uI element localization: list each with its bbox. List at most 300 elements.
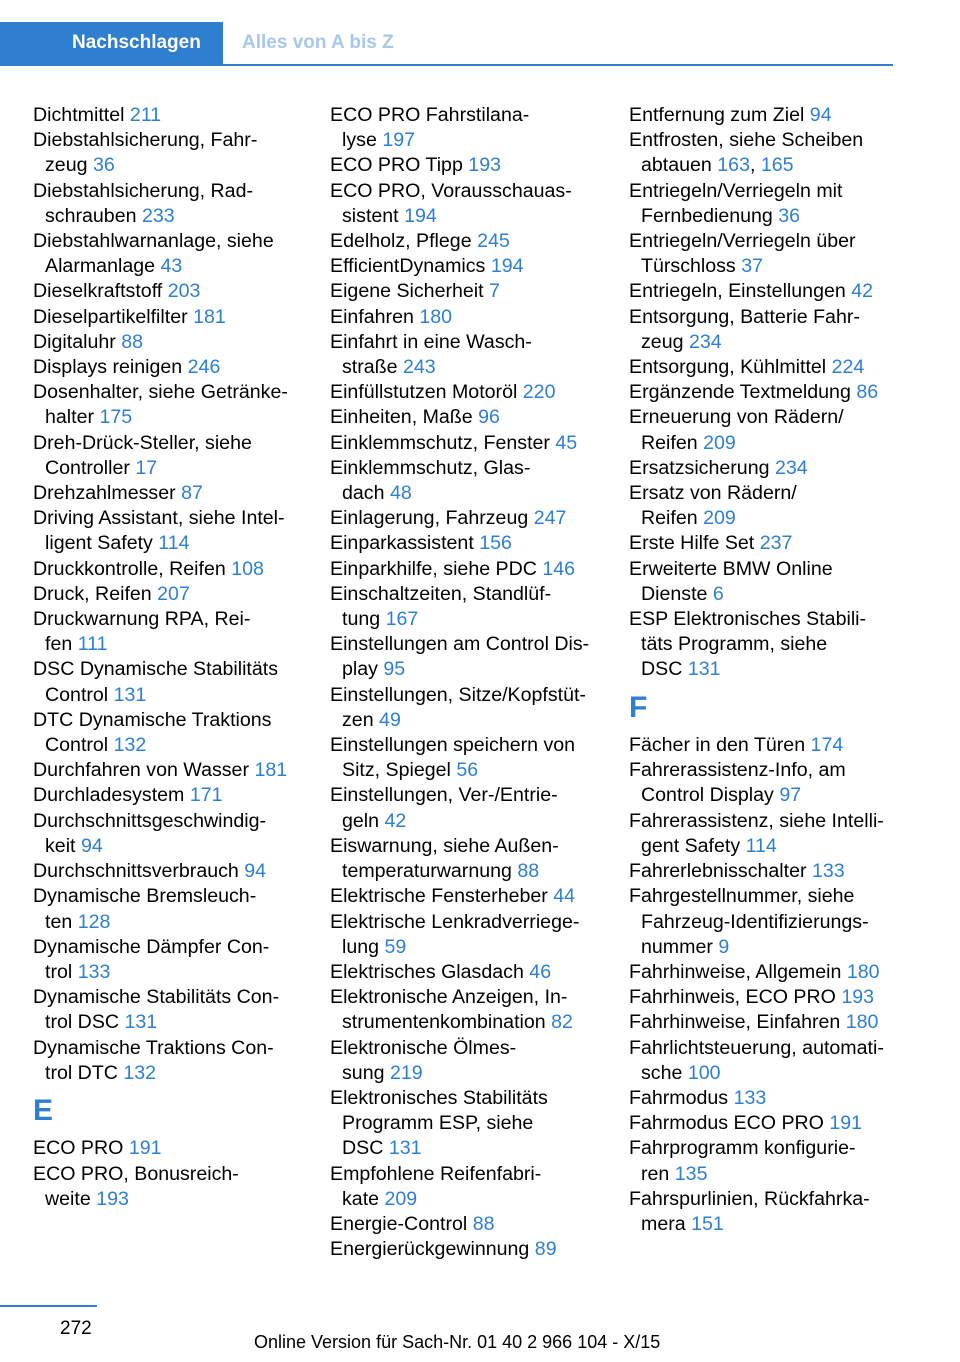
entry-text: Dynamische Bremsleuch- <box>33 885 257 908</box>
footer-rule <box>0 1305 97 1307</box>
index-entry <box>330 1212 598 1237</box>
page-reference-link[interactable]: 171 <box>189 784 223 807</box>
page-reference-link[interactable]: 6 <box>712 582 724 605</box>
entry-text: gent Safety <box>641 834 741 857</box>
entry-text: Druckkontrolle, Reifen <box>33 557 226 580</box>
page-reference-link[interactable]: 132 <box>123 1061 157 1084</box>
index-entry <box>33 305 295 330</box>
page-reference-link[interactable]: 87 <box>181 482 203 505</box>
entry-text: Empfohlene Reifenfabri- <box>330 1162 542 1185</box>
index-entry <box>629 1086 899 1111</box>
index-entry <box>629 809 899 859</box>
entry-text: Einparkassistent <box>330 532 474 555</box>
entry-text: Erste Hilfe Set <box>629 532 755 555</box>
index-entry <box>330 279 598 304</box>
entry-text: kate <box>342 1187 380 1210</box>
entry-text: Drehzahlmesser <box>33 482 176 505</box>
entry-text: sistent <box>342 204 399 227</box>
entry-text: Elektronisches Stabilitäts <box>330 1086 548 1109</box>
index-entry <box>330 456 598 506</box>
entry-text: Einparkhilfe, siehe PDC <box>330 557 537 580</box>
entry-text: Fächer in den Türen <box>629 734 806 757</box>
index-entry <box>330 405 598 430</box>
entry-text: Einschaltzeiten, Standlüf- <box>330 582 552 605</box>
index-entry <box>330 1086 598 1162</box>
entry-text: lyse <box>342 129 377 152</box>
page-reference-link[interactable]: 49 <box>379 708 401 731</box>
page-reference-link[interactable]: 209 <box>384 1187 418 1210</box>
page-reference-link[interactable]: 97 <box>779 784 802 807</box>
page-reference-link[interactable]: 128 <box>77 910 111 933</box>
entry-text: temperaturwarnung <box>342 860 512 883</box>
page-reference-link[interactable]: 94 <box>809 104 832 126</box>
index-entry <box>330 531 598 556</box>
entry-text: Control <box>45 734 109 757</box>
index-column-1 <box>33 103 295 1212</box>
entry-text: Türschloss <box>641 255 736 278</box>
page-reference-link[interactable]: 163 <box>717 154 750 177</box>
page-reference-link[interactable]: 59 <box>384 935 407 958</box>
entry-text: sche <box>641 1061 683 1084</box>
entry-text: Fernbedienung <box>641 204 773 227</box>
entry-text: täts Programm, siehe <box>641 633 828 656</box>
entry-text: ESP Elektronisches Stabili- <box>629 608 867 631</box>
page-reference-link[interactable]: 131 <box>124 1011 158 1034</box>
index-entry <box>330 783 598 833</box>
page-reference-link[interactable]: 46 <box>529 960 552 983</box>
entry-text: sung <box>342 1061 385 1084</box>
index-entry <box>629 103 899 128</box>
entry-text: Fahrgestellnummer, siehe <box>629 885 855 908</box>
index-entry <box>33 783 295 808</box>
section-letter: E <box>33 1093 54 1127</box>
entry-text: Fahrzeug-Identifizierungs- <box>641 910 869 933</box>
index-entry <box>330 506 598 531</box>
tab-nachschlagen-label: Nachschlagen <box>72 32 201 53</box>
page-reference-link[interactable]: 96 <box>478 406 500 429</box>
index-entry <box>330 254 598 279</box>
entry-text: Erneuerung von Rädern/ <box>629 406 844 429</box>
index-entry <box>330 884 598 909</box>
index-entry <box>33 557 295 582</box>
entry-text: Durchschnittsgeschwindig- <box>33 809 267 832</box>
page-reference-link[interactable]: 44 <box>553 885 576 908</box>
index-entry <box>33 330 295 355</box>
index-entry <box>629 985 899 1010</box>
page-reference-link[interactable]: 191 <box>128 1137 162 1160</box>
page-reference-link[interactable]: 224 <box>831 356 865 379</box>
page-reference-link[interactable]: 246 <box>187 356 221 379</box>
index-entry <box>629 1136 899 1186</box>
entry-text: Druck, Reifen <box>33 582 152 605</box>
index-entry <box>629 405 899 455</box>
entry-text: Dieselkraftstoff <box>33 280 163 303</box>
entry-text: weite <box>45 1187 91 1210</box>
index-column-3 <box>629 103 899 1237</box>
entry-text: Dienste <box>641 582 708 605</box>
page-reference-link[interactable]: 36 <box>92 154 115 177</box>
index-entry <box>33 708 295 758</box>
index-entry <box>330 960 598 985</box>
index-entry <box>629 380 899 405</box>
entry-text: lung <box>342 935 380 958</box>
index-entry <box>629 305 899 355</box>
entry-text: ECO PRO Fahrstilana- <box>330 104 530 126</box>
entry-text: abtauen <box>641 154 712 177</box>
entry-text: ligent Safety <box>45 532 153 555</box>
entry-text: Dynamische Stabilitäts Con- <box>33 986 280 1009</box>
page-reference-link[interactable]: 133 <box>77 960 111 983</box>
page-reference-link[interactable]: 94 <box>80 834 103 857</box>
entry-text: nummer <box>641 935 713 958</box>
entry-text: Entriegeln, Einstellungen <box>629 280 846 303</box>
page-reference-link[interactable]: 9 <box>718 935 730 958</box>
index-entry <box>330 330 598 380</box>
entry-text: ECO PRO <box>33 1137 124 1160</box>
page-reference-link[interactable]: 108 <box>231 557 264 580</box>
entry-text: Fahrlichtsteuerung, automati- <box>629 1036 884 1059</box>
entry-text: halter <box>45 406 95 429</box>
entry-text: Edelholz, Pflege <box>330 230 472 253</box>
entry-text: Fahrerlebnisschalter <box>629 860 807 883</box>
page-reference-link[interactable]: 89 <box>534 1238 557 1261</box>
page-reference-link[interactable]: 86 <box>856 381 879 404</box>
index-entry <box>629 733 899 758</box>
index-entry <box>33 582 295 607</box>
page-reference-link[interactable]: 180 <box>846 960 880 983</box>
section-letter: F <box>629 690 648 724</box>
entry-text: Fahrerassistenz-Info, am <box>629 759 846 782</box>
index-entry <box>33 809 295 859</box>
page-reference-link[interactable]: 133 <box>733 1086 767 1109</box>
entry-text: DTC Dynamische Traktions <box>33 708 272 731</box>
entry-text: Control <box>45 683 109 706</box>
page-reference-link[interactable]: 131 <box>388 1137 422 1160</box>
entry-text: Dieselpartikelfilter <box>33 305 188 328</box>
page-reference-link[interactable]: 181 <box>193 305 226 328</box>
entry-text: Diebstahlsicherung, Fahr- <box>33 129 258 152</box>
entry-text: Elektrische Lenkradverriege- <box>330 910 580 933</box>
entry-text: geln <box>342 809 380 832</box>
page-reference-link[interactable]: 209 <box>703 507 736 530</box>
entry-text: Eigene Sicherheit <box>330 280 484 303</box>
index-column-2 <box>330 103 598 1262</box>
entry-text: Control Display <box>641 784 774 807</box>
index-entry <box>330 229 598 254</box>
entry-text: Fahrerassistenz, siehe Intelli- <box>629 809 884 832</box>
entry-text: Entsorgung, Batterie Fahr- <box>629 305 860 328</box>
entry-text: zeug <box>45 154 88 177</box>
index-entry <box>33 935 295 985</box>
entry-text: Druckwarnung RPA, Rei- <box>33 608 251 631</box>
page-reference-link[interactable]: 45 <box>555 431 578 454</box>
page-reference-link[interactable]: 114 <box>158 532 190 555</box>
entry-text: Entfernung zum Ziel <box>629 104 805 126</box>
page-reference-link[interactable]: 191 <box>829 1112 863 1135</box>
page-reference-link[interactable]: 233 <box>141 204 175 227</box>
page-reference-link[interactable]: 43 <box>160 255 183 278</box>
index-entry <box>330 1162 598 1212</box>
page-number: 272 <box>60 1318 92 1339</box>
page-reference-link[interactable]: 82 <box>551 1011 573 1034</box>
entry-text: ren <box>641 1162 670 1185</box>
index-entry <box>629 1187 899 1237</box>
index-entry <box>33 103 295 128</box>
page-reference-link[interactable]: 247 <box>533 507 567 530</box>
entry-text: Diebstahlsicherung, Rad- <box>33 179 253 202</box>
index-entry <box>33 481 295 506</box>
page-reference-link[interactable]: 194 <box>490 255 524 278</box>
entry-text: Einfahrt in eine Wasch- <box>330 330 532 353</box>
page-reference-link[interactable]: 234 <box>774 456 808 479</box>
index-entry <box>629 557 899 607</box>
entry-text: Einstellungen, Sitze/Kopfstüt- <box>330 683 586 706</box>
index-entry <box>33 128 295 178</box>
entry-text: dach <box>342 482 385 505</box>
page-reference-link[interactable]: 180 <box>845 1011 879 1034</box>
entry-text: tung <box>342 608 381 631</box>
entry-text: Fahrspurlinien, Rückfahrka- <box>629 1187 870 1210</box>
page-reference-link[interactable]: 193 <box>841 986 875 1009</box>
page-reference-link[interactable]: 146 <box>542 557 576 580</box>
page-reference-link[interactable]: 36 <box>778 204 801 227</box>
entry-text: fen <box>45 633 73 656</box>
index-entry <box>33 884 295 934</box>
entry-text: Durchschnittsverbrauch <box>33 860 239 883</box>
entry-text: ECO PRO, Vorausschauas- <box>330 179 572 202</box>
page-reference-link[interactable]: 181 <box>254 759 288 782</box>
entry-text: Einklemmschutz, Glas- <box>330 456 531 479</box>
page-reference-link[interactable]: 193 <box>96 1187 129 1210</box>
page-reference-link[interactable]: 237 <box>759 532 793 555</box>
tab-alles-von-a-bis-z[interactable]: Alles von A bis Z <box>242 32 394 53</box>
page-reference-link[interactable]: 37 <box>741 255 763 278</box>
entry-text: Einklemmschutz, Fenster <box>330 431 550 454</box>
entry-text: trol DSC <box>45 1011 120 1034</box>
entry-text: Entsorgung, Kühlmittel <box>629 356 827 379</box>
index-entry <box>33 1162 295 1212</box>
entry-text: Elektrisches Glasdach <box>330 960 524 983</box>
page-reference-link[interactable]: 7 <box>489 280 500 303</box>
entry-text: Elektronische Ölmes- <box>330 1036 517 1059</box>
entry-text: keit <box>45 834 76 857</box>
entry-text: mera <box>641 1212 686 1235</box>
page-reference-link[interactable]: 209 <box>703 431 736 454</box>
page-header <box>0 22 893 66</box>
entry-text: Elektronische Anzeigen, In- <box>330 986 568 1009</box>
entry-text: trol <box>45 960 73 983</box>
index-entry <box>33 229 295 279</box>
page-reference-link[interactable]: 131 <box>687 658 721 681</box>
index-entry <box>629 758 899 808</box>
index-entry <box>330 179 598 229</box>
page-reference-link[interactable]: 131 <box>113 683 147 706</box>
entry-text: Fahrprogramm konfigurie- <box>629 1137 856 1160</box>
entry-text: Programm ESP, siehe <box>342 1112 534 1135</box>
page-reference-link[interactable]: 194 <box>404 204 437 227</box>
entry-text: straße <box>342 356 398 379</box>
entry-text: Digitaluhr <box>33 330 116 353</box>
entry-text: Entriegeln/Verriegeln über <box>629 230 856 253</box>
index-entry <box>629 279 899 304</box>
page-reference-link[interactable]: 156 <box>479 532 512 555</box>
entry-text: trol DTC <box>45 1061 118 1084</box>
page-reference-link[interactable]: 219 <box>389 1061 423 1084</box>
entry-text: Controller <box>45 456 130 479</box>
index-entry <box>33 1036 295 1086</box>
entry-text: Diebstahlwarnanlage, siehe <box>33 230 274 253</box>
index-entry <box>629 456 899 481</box>
page-reference-link[interactable]: 193 <box>468 154 501 177</box>
index-entry <box>330 733 598 783</box>
index-entry <box>330 380 598 405</box>
index-entry <box>33 279 295 304</box>
entry-text: Einstellungen speichern von <box>330 734 576 757</box>
index-entry <box>330 305 598 330</box>
entry-text: Energie-Control <box>330 1212 468 1235</box>
entry-text: schrauben <box>45 204 137 227</box>
page-reference-link[interactable]: 211 <box>129 104 162 126</box>
page-reference-link[interactable]: 88 <box>517 860 540 883</box>
page-reference-link[interactable]: 56 <box>456 759 479 782</box>
index-entry <box>330 582 598 632</box>
index-entry <box>629 179 899 229</box>
entry-text: ten <box>45 910 73 933</box>
index-entry <box>33 859 295 884</box>
page-reference-link[interactable]: 114 <box>745 834 777 857</box>
page-reference-link[interactable]: 174 <box>810 734 844 757</box>
entry-text: Einstellungen, Ver-/Entrie- <box>330 784 558 807</box>
index-entry <box>629 884 899 960</box>
index-entry <box>33 607 295 657</box>
index-entry <box>33 985 295 1035</box>
entry-text: zeug <box>641 330 684 353</box>
entry-text: Einheiten, Maße <box>330 406 473 429</box>
entry-text: Reifen <box>641 507 698 530</box>
entry-text: ECO PRO, Bonusreich- <box>33 1162 239 1185</box>
entry-text: Entfrosten, siehe Scheiben <box>629 129 864 152</box>
index-entry <box>629 355 899 380</box>
index-entry <box>330 1036 598 1086</box>
entry-text: DSC Dynamische Stabilitäts <box>33 658 279 681</box>
index-entry <box>629 229 899 279</box>
page-reference-link[interactable]: 180 <box>419 305 453 328</box>
index-entry <box>330 683 598 733</box>
page-reference-link[interactable]: 165 <box>760 154 794 177</box>
entry-text: Eiswarnung, siehe Außen- <box>330 834 559 857</box>
page-reference-link[interactable]: 111 <box>77 633 108 656</box>
index-entry <box>629 531 899 556</box>
index-entry <box>330 632 598 682</box>
index-entry <box>330 153 598 178</box>
entry-text: Fahrhinweise, Allgemein <box>629 960 842 983</box>
entry-text: EfficientDynamics <box>330 255 486 278</box>
page-reference-link[interactable]: 88 <box>472 1212 495 1235</box>
page-reference-link[interactable]: 207 <box>157 582 190 605</box>
page-reference-link[interactable]: 197 <box>382 129 416 152</box>
page-reference-link[interactable]: 42 <box>851 280 874 303</box>
entry-text: Dynamische Dämpfer Con- <box>33 935 270 958</box>
entry-text: Durchfahren von Wasser <box>33 759 249 782</box>
entry-text: strumentenkombination <box>342 1011 546 1034</box>
entry-text: Fahrmodus ECO PRO <box>629 1112 824 1135</box>
entry-text: Durchladesystem <box>33 784 185 807</box>
index-entry: Entfrosten, siehe Scheiben abtauen 163, 165 <box>629 129 864 177</box>
page-reference-link[interactable]: 100 <box>687 1061 721 1084</box>
page-reference-link[interactable]: 133 <box>811 860 845 883</box>
page-reference-link[interactable]: 94 <box>244 860 267 883</box>
page-reference-link[interactable]: 167 <box>385 608 419 631</box>
page-reference-link[interactable]: 48 <box>389 482 412 505</box>
entry-text: Dosenhalter, siehe Getränke- <box>33 381 288 404</box>
index-entry <box>330 985 598 1035</box>
index-entry <box>330 103 598 153</box>
entry-text: Displays reinigen <box>33 356 183 379</box>
index-entry <box>33 431 295 481</box>
entry-text: Entriegeln/Verriegeln mit <box>629 179 843 202</box>
page-reference-link[interactable]: 234 <box>688 330 722 353</box>
index-entry <box>330 557 598 582</box>
entry-text: zen <box>342 708 374 731</box>
page-reference-link[interactable]: 17 <box>135 456 158 479</box>
entry-text: Fahrhinweis, ECO PRO <box>629 986 836 1009</box>
entry-text: Dynamische Traktions Con- <box>33 1036 274 1059</box>
index-entry <box>629 1036 899 1086</box>
entry-text: Einstellungen am Control Dis- <box>330 633 590 656</box>
page-reference-link[interactable]: 175 <box>99 406 133 429</box>
entry-text: DSC <box>342 1137 384 1160</box>
page-reference-link[interactable]: 245 <box>477 230 510 253</box>
index-entry <box>330 431 598 456</box>
online-version-note: Online Version für Sach-Nr. 01 40 2 966 104 - X/15 <box>254 1332 661 1352</box>
entry-text: play <box>342 658 378 681</box>
page-reference-link[interactable]: 220 <box>522 381 556 404</box>
page-reference-link[interactable]: 243 <box>402 356 436 379</box>
page-reference-link[interactable]: 135 <box>674 1162 708 1185</box>
page-reference-link[interactable]: 42 <box>384 809 407 832</box>
entry-text: ECO PRO Tipp <box>330 154 463 177</box>
entry-text: Einlagerung, Fahrzeug <box>330 507 529 530</box>
entry-text: Ersatz von Rädern/ <box>629 482 797 505</box>
page-reference-link[interactable]: 132 <box>113 734 147 757</box>
tab-nachschlagen[interactable] <box>0 22 223 64</box>
index-entry <box>629 859 899 884</box>
index-entry <box>33 758 295 783</box>
page-reference-link[interactable]: 151 <box>691 1212 724 1235</box>
page-reference-link[interactable]: 88 <box>121 330 144 353</box>
page-reference-link[interactable]: 95 <box>383 658 406 681</box>
page-reference-link[interactable]: 203 <box>167 280 201 303</box>
index-entry <box>33 506 295 556</box>
entry-text: Ersatzsicherung <box>629 456 770 479</box>
index-entry <box>629 1010 899 1035</box>
index-entry <box>33 657 295 707</box>
entry-text: Fahrhinweise, Einfahren <box>629 1011 841 1034</box>
index-entry <box>629 960 899 985</box>
entry-text: Reifen <box>641 431 698 454</box>
index-entry <box>33 179 295 229</box>
entry-text: Alarmanlage <box>45 255 156 278</box>
index-entry <box>629 607 899 683</box>
index-entry <box>330 1237 598 1262</box>
index-entry <box>33 1136 295 1161</box>
entry-text: Dichtmittel <box>33 104 125 126</box>
entry-text: Sitz, Spiegel <box>342 759 451 782</box>
entry-text: DSC <box>641 658 683 681</box>
entry-text: Elektrische Fensterheber <box>330 885 548 908</box>
entry-text: Einfahren <box>330 305 414 328</box>
index-entry <box>629 481 899 531</box>
